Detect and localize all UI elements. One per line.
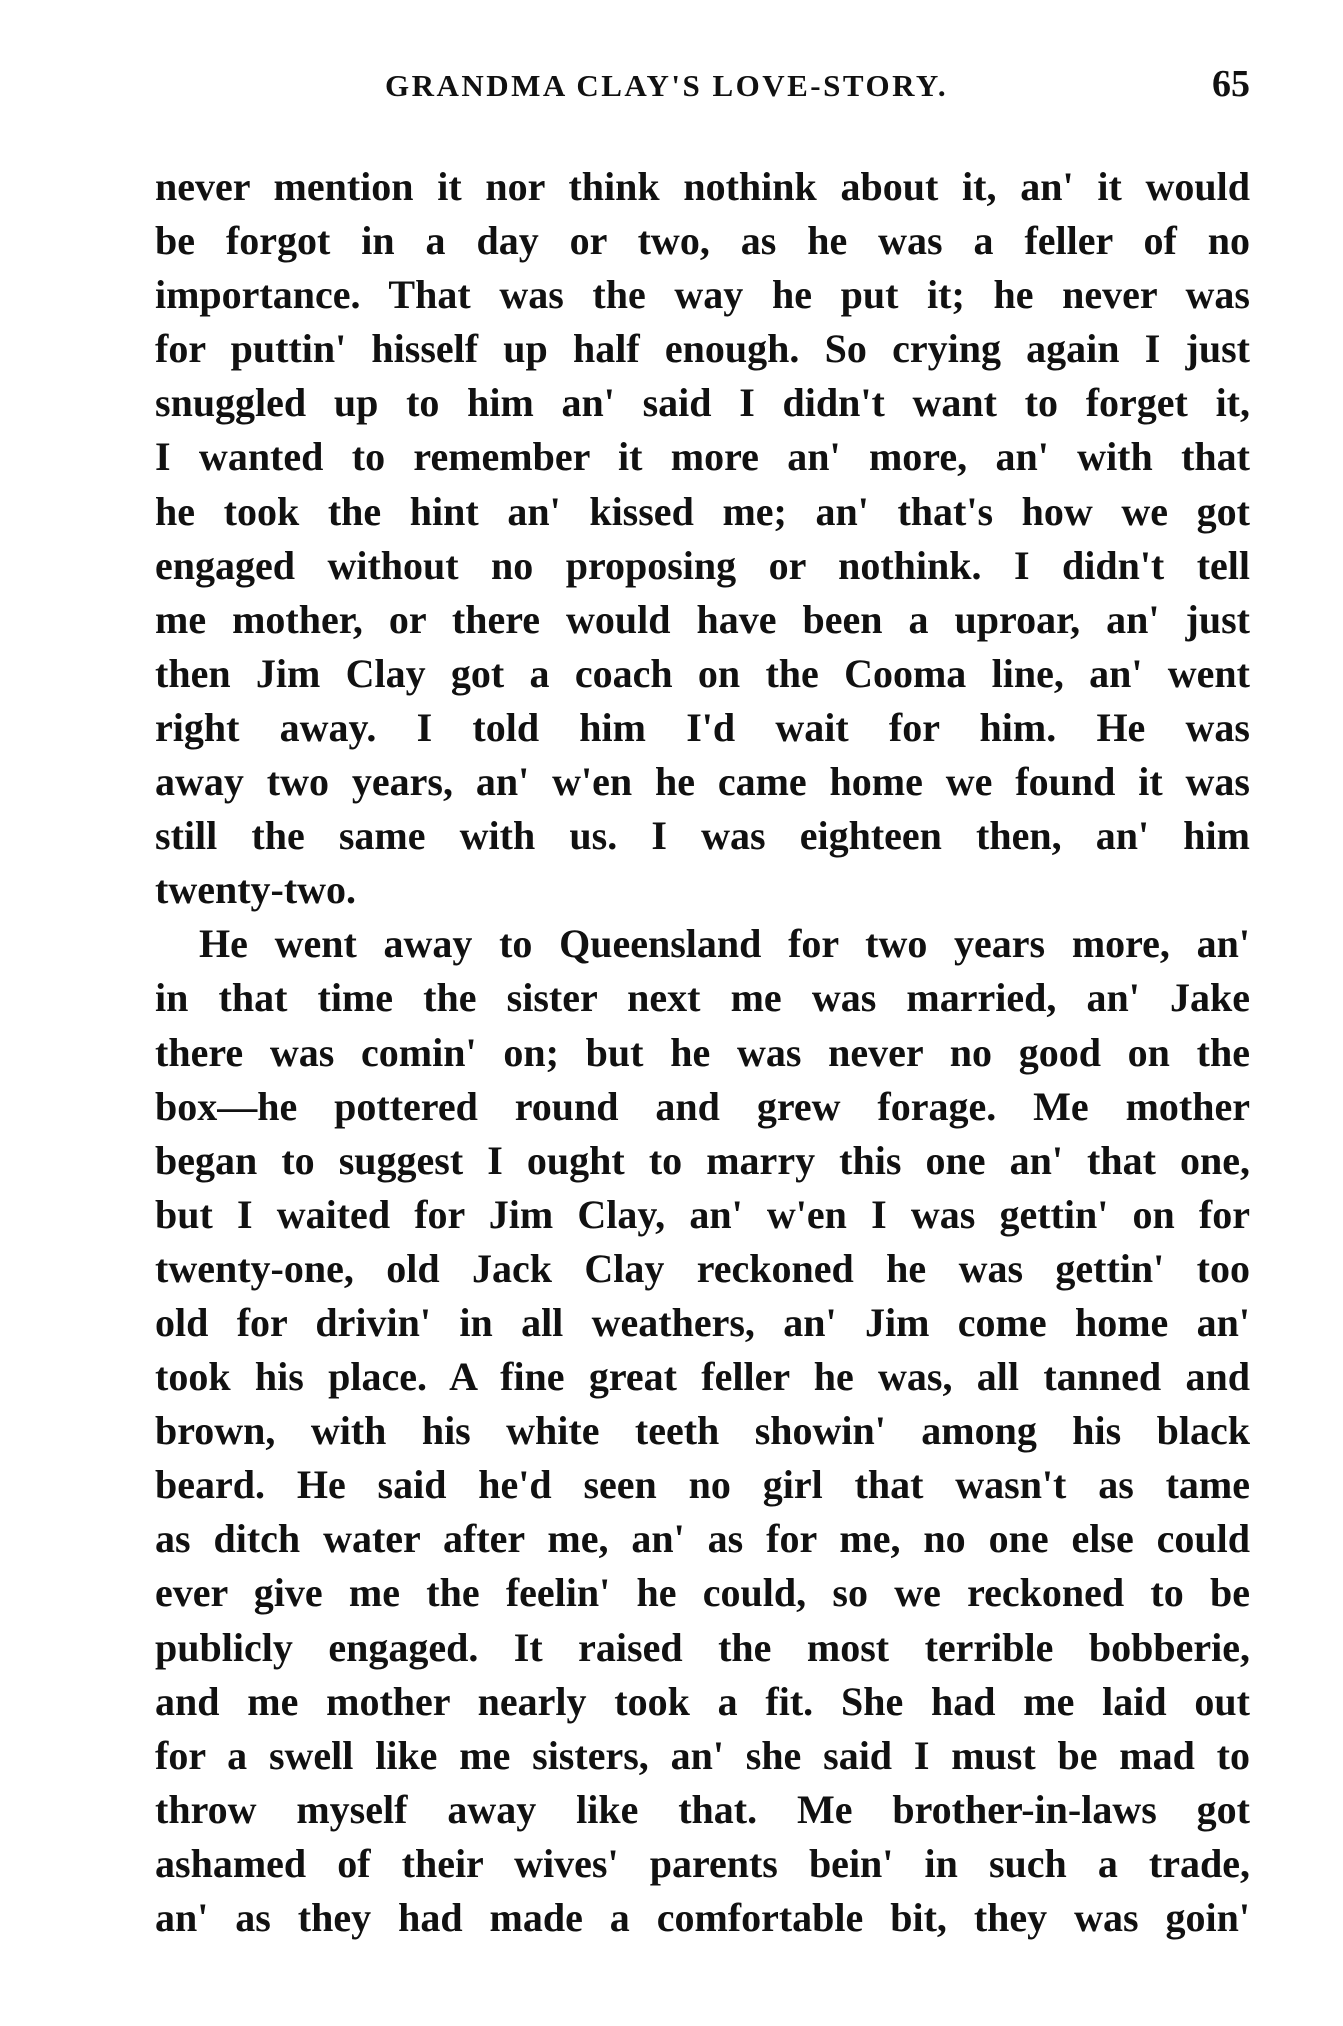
body-text bbox=[155, 160, 1250, 1945]
running-title: GRANDMA CLAY'S LOVE-STORY. bbox=[385, 68, 949, 103]
paragraph-end-line: twenty-two. bbox=[155, 867, 357, 913]
text-line: for puttin' hisself up half enough. So crying again I just bbox=[155, 326, 1250, 372]
text-line: but I waited for Jim Clay, an' w'en I was gettin' on for bbox=[155, 1191, 1250, 1237]
text-line: away two years, an' w'en he came home we found it was bbox=[155, 759, 1250, 805]
text-line: twenty-one, old Jack Clay reckoned he was gettin' too bbox=[155, 1245, 1250, 1291]
text-line: beard. He said he'd seen no girl that wasn't as tame bbox=[155, 1462, 1250, 1508]
text-line: ever give me the feelin' he could, so we reckoned to be bbox=[155, 1570, 1250, 1616]
text-line: old for drivin' in all weathers, an' Jim come home an' bbox=[155, 1299, 1250, 1345]
text-line: throw myself away like that. Me brother-in-laws got bbox=[155, 1786, 1250, 1832]
text-line: I wanted to remember it more an' more, an' with that bbox=[155, 434, 1250, 480]
text-line: for a swell like me sisters, an' she said I must be mad to bbox=[155, 1732, 1250, 1778]
text-line: as ditch water after me, an' as for me, no one else could bbox=[155, 1516, 1250, 1562]
text-line: importance. That was the way he put it; he never was bbox=[155, 272, 1250, 318]
page-number: 65 bbox=[1212, 63, 1250, 105]
text-line: he took the hint an' kissed me; an' that's how we got bbox=[155, 488, 1250, 534]
text-line: be forgot in a day or two, as he was a feller of no bbox=[155, 218, 1250, 264]
text-line: took his place. A fine great feller he was, all tanned and bbox=[155, 1354, 1250, 1400]
text-line: engaged without no proposing or nothink. I didn't tell bbox=[155, 542, 1250, 588]
running-header bbox=[155, 62, 1250, 112]
text-line: brown, with his white teeth showin' among his black bbox=[155, 1408, 1250, 1454]
text-line: right away. I told him I'd wait for him. He was bbox=[155, 704, 1250, 750]
text-line: me mother, or there would have been a uproar, an' just bbox=[155, 596, 1250, 642]
text-line: snuggled up to him an' said I didn't want to forget it, bbox=[155, 380, 1250, 426]
text-line: box—he pottered round and grew forage. Me mother bbox=[155, 1083, 1250, 1129]
text-line: never mention it nor think nothink about it, an' it would bbox=[155, 164, 1250, 209]
text-line: in that time the sister next me was married, an' Jake bbox=[155, 975, 1250, 1021]
text-line: ashamed of their wives' parents bein' in such a trade, bbox=[155, 1840, 1250, 1886]
text-line: there was comin' on; but he was never no good on the bbox=[155, 1029, 1250, 1075]
text-line: an' as they had made a comfortable bit, they was goin' bbox=[155, 1895, 1250, 1940]
text-line: then Jim Clay got a coach on the Cooma line, an' went bbox=[155, 650, 1250, 696]
text-line: and me mother nearly took a fit. She had me laid out bbox=[155, 1678, 1250, 1724]
text-line: began to suggest I ought to marry this one an' that one, bbox=[155, 1137, 1250, 1183]
text-line: publicly engaged. It raised the most terrible bobberie, bbox=[155, 1624, 1250, 1670]
paragraph-start-line: He went away to Queensland for two years more, an' bbox=[199, 921, 1250, 967]
text-line: still the same with us. I was eighteen then, an' him bbox=[155, 813, 1250, 859]
